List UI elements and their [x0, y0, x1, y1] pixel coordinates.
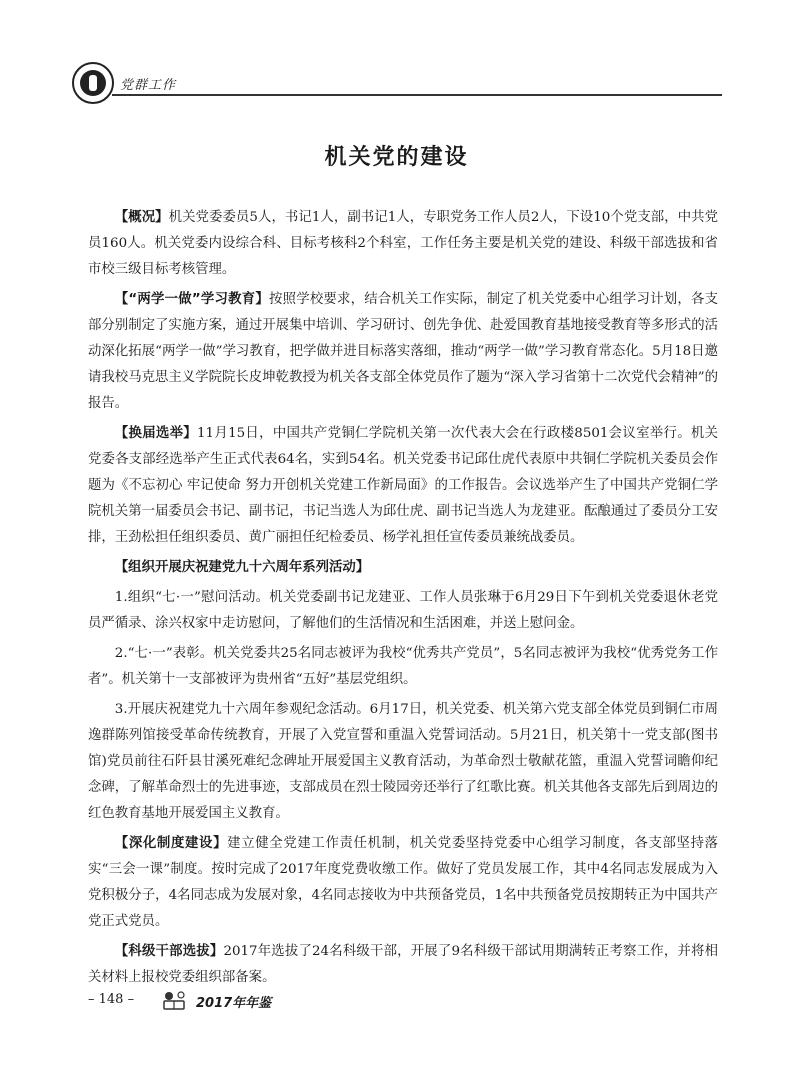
header-rule: [112, 94, 722, 96]
article-body: [88, 205, 718, 995]
page-footer: [88, 990, 388, 1014]
paragraph-system: [88, 831, 718, 935]
list-item: 3.开展庆祝建党九十六周年参观纪念活动。6月17日，机关党委、机关第六党支部全体党员到铜仁市周逸群陈列馆接受革命传统教育，开展了入党宣誓和重温入党誓词活动。5月21日，机关第十一党支部(图书馆)党员前往石阡县甘溪死难纪念碑址开展爱国主义教育活动，为革命烈士敬献花篮，重温入党誓词瞻仰纪念碑，了解革命烈士的先进事迹，支部成员在烈士陵园旁还举行了红歌比赛。机关其他各支部先后到周边的红色教育基地开展爱国主义教育。: [88, 702, 718, 821]
paragraph-tag: 【“两学一做”学习教育】: [114, 292, 269, 307]
list-item: 1.组织“七·一”慰问活动。机关党委副书记龙建亚、工作人员张琳于6月29日下午到机关党委退休老党员严循录、涂兴权家中走访慰问，了解他们的生活情况和生活困难，并送上慰问金。: [88, 590, 718, 631]
section-name: 党群工作: [120, 78, 177, 93]
page-title: 机关党的建设: [324, 145, 469, 170]
page-header: [72, 62, 722, 102]
paragraph-tag: 【科级干部选拔】: [114, 944, 224, 959]
paragraph-two-learn: [88, 287, 718, 417]
paragraph-selection: [88, 939, 718, 991]
paragraph-overview: [88, 205, 718, 283]
paragraph-text: 2017年选拔了24名科级干部，开展了9名科级干部试用期满转正考察工作，并将相关材料上报校党委组织部备案。: [88, 944, 718, 985]
paragraph-text: 建立健全党建工作责任机制，机关党委坚持党委中心组学习制度，各支部坚持落实“三会一课”制度。按时完成了2017年度党费收缴工作。做好了党员发展工作，其中4名同志发展成为入党积极分子，4名同志成为发展对象，4名同志接收为中共预备党员，1名中共预备党员按期转正为中国共产党正式党员。: [88, 836, 719, 929]
paragraph-election: [88, 421, 718, 551]
paragraph-tag: 【换届选举】: [114, 426, 198, 441]
reading-mascot-icon: [160, 990, 188, 1012]
yearbook-label: 2017年年鉴: [196, 996, 272, 1011]
paragraph-tag: 【深化制度建设】: [114, 836, 228, 851]
paragraph-tag: 【概况】: [114, 210, 169, 225]
page-number: – 148 –: [88, 992, 135, 1007]
list-item: 2.“七·一”表彰。机关党委共25名同志被评为我校“优秀共产党员”，5名同志被评为我校“优秀党务工作者”。机关第十一支部被评为贵州省“五好”基层党组织。: [88, 646, 718, 687]
paragraph-text: 按照学校要求，结合机关工作实际，制定了机关党委中心组学习计划，各支部分别制定了实施方案，通过开展集中培训、学习研讨、创先争优、赴爱国教育基地接受教育等多形式的活动深化拓展“两学一做”学习教育，把学做并进目标落实落细，推动“两学一做”学习教育常态化。5月18日邀请我校马克思主义学院院长皮坤乾教授为机关各支部全体党员作了题为“深入学习省第十二次党代会精神”的报告。: [88, 292, 718, 411]
paragraph-text: 11月15日，中国共产党铜仁学院机关第一次代表大会在行政楼8501会议室举行。机关党委各支部经选举产生正式代表64名，实到54名。机关党委书记邱仕虎代表原中共铜仁学院机关委员会作题为《不忘初心 牢记使命 努力开创机关党建工作新局面》的工作报告。会议选举产生了中国共产党铜仁学院机关第一届委员会书记、副书记，书记当选人为邱仕虎、副书记当选人为龙建亚。酝酿通过了委员分工安排，王劲松担任组织委员、黄广丽担任纪检委员、杨学礼担任宣传委员兼统战委员。: [88, 426, 718, 545]
university-seal-icon: [72, 62, 114, 104]
paragraph-text: 机关党委委员5人，书记1人，副书记1人，专职党务工作人员2人，下设10个党支部，中共党员160人。机关党委内设综合科、目标考核科2个科室，工作任务主要是机关党的建设、科级干部选拔和省市校三级目标考核管理。: [88, 210, 718, 277]
section-heading: 【组织开展庆祝建党九十六周年系列活动】: [114, 560, 370, 575]
